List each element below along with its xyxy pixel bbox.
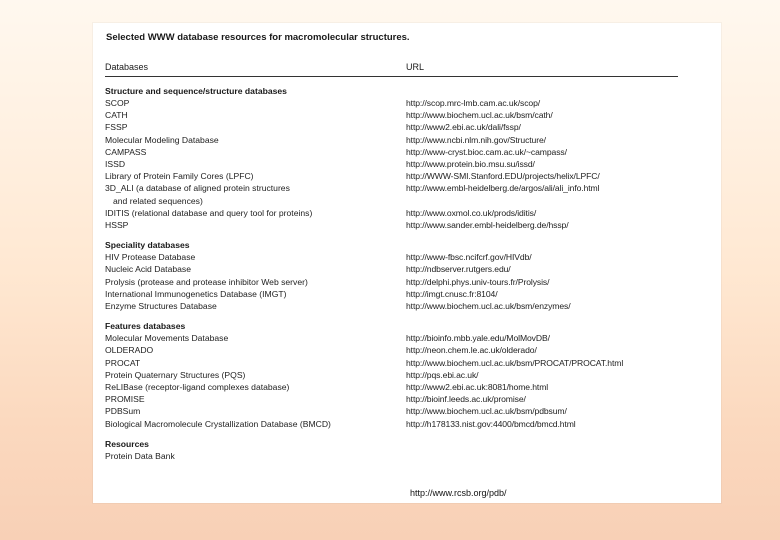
header-divider — [105, 76, 678, 77]
database-name: OLDERADO — [105, 345, 154, 356]
database-name: CATH — [105, 110, 128, 121]
table-section — [105, 438, 705, 462]
section-heading: Structure and sequence/structure databases — [105, 86, 287, 96]
table-row — [105, 134, 705, 146]
database-name: Protein Quaternary Structures (PQS) — [105, 369, 246, 380]
table-row — [105, 109, 705, 121]
database-name: HSSP — [105, 220, 129, 231]
database-url-link[interactable]: http://www.sander.embl-heidelberg.de/hssp/ — [406, 220, 569, 231]
table-section — [105, 85, 705, 231]
database-name: International Immunogenetics Database (IMGT) — [105, 288, 287, 299]
table-row — [105, 276, 705, 288]
table-row — [105, 182, 705, 206]
table-row — [105, 393, 705, 405]
database-url-link[interactable]: http://www.biochem.ucl.ac.uk/bsm/cath/ — [406, 110, 553, 121]
database-url-link[interactable]: http://www.biochem.ucl.ac.uk/bsm/enzymes/ — [406, 301, 571, 312]
database-url-link[interactable]: http://pqs.ebi.ac.uk/ — [406, 369, 479, 380]
database-name: Biological Macromolecule Crystallization Database (BMCD) — [105, 418, 331, 429]
table-section — [105, 320, 705, 430]
table-row — [105, 219, 705, 231]
database-url-link[interactable]: http://www2.ebi.ac.uk:8081/home.html — [406, 382, 549, 393]
database-name: ReLIBase (receptor-ligand complexes database) — [105, 382, 290, 393]
table-section — [105, 239, 705, 312]
table-row — [105, 288, 705, 300]
database-name: FSSP — [105, 122, 128, 133]
database-url-link[interactable]: http://www-cryst.bioc.cam.ac.uk/~campass/ — [406, 146, 567, 157]
table-row — [105, 300, 705, 312]
database-url-link[interactable]: http://WWW-SMI.Stanford.EDU/projects/helix/LPFC/ — [406, 171, 600, 182]
database-url-link[interactable]: http://bioinfo.mbb.yale.edu/MolMovDB/ — [406, 333, 550, 344]
table-row — [105, 158, 705, 170]
database-name: PROMISE — [105, 394, 145, 405]
table-row — [105, 369, 705, 381]
database-name: PROCAT — [105, 357, 141, 368]
table-row — [105, 146, 705, 158]
table-row — [105, 97, 705, 109]
table-row — [105, 251, 705, 263]
column-header-url: URL — [406, 62, 425, 72]
database-name: CAMPASS — [105, 146, 147, 157]
database-url-link[interactable]: http://scop.mrc-lmb.cam.ac.uk/scop/ — [406, 98, 541, 108]
table-row — [105, 170, 705, 182]
section-heading: Resources — [105, 438, 149, 449]
database-url-link[interactable]: http://www.biochem.ucl.ac.uk/bsm/pdbsum/ — [406, 406, 567, 417]
table-row — [105, 418, 705, 430]
database-url-link[interactable]: http://neon.chem.le.ac.uk/olderado/ — [406, 345, 537, 356]
database-url-link[interactable]: http://www.ncbi.nlm.nih.gov/Structure/ — [406, 134, 546, 145]
table-row — [105, 263, 705, 275]
database-name: Library of Protein Family Cores (LPFC) — [105, 171, 254, 182]
database-table — [105, 85, 705, 470]
database-name: IDITIS (relational database and query tool for proteins) — [105, 207, 313, 218]
database-name: SCOP — [105, 98, 130, 108]
table-row — [105, 450, 705, 462]
database-url-link[interactable]: http://www.protein.bio.msu.su/issd/ — [406, 159, 535, 170]
database-name: Protein Data Bank — [105, 450, 175, 461]
database-url-link[interactable]: http://bioinf.leeds.ac.uk/promise/ — [406, 394, 526, 405]
database-name: Enzyme Structures Database — [105, 301, 217, 312]
section-heading: Features databases — [105, 321, 186, 332]
table-row — [105, 357, 705, 369]
section-heading: Speciality databases — [105, 240, 190, 251]
document-page — [93, 23, 721, 503]
table-row — [105, 381, 705, 393]
table-title: Selected WWW database resources for macromolecular structures. — [106, 32, 410, 43]
database-name: Prolysis (protease and protease inhibitor Web server) — [105, 276, 308, 287]
database-name: HIV Protease Database — [105, 252, 196, 263]
database-name: Nucleic Acid Database — [105, 264, 191, 275]
database-url-link[interactable]: http://www.oxmol.co.uk/prods/iditis/ — [406, 207, 537, 218]
database-name-continued: and related sequences) — [113, 195, 203, 206]
database-name: PDBSum — [105, 406, 141, 417]
database-url-link[interactable]: http://delphi.phys.univ-tours.fr/Prolysis/ — [406, 276, 550, 287]
database-name: 3D_ALI (a database of aligned protein structures — [105, 183, 290, 194]
database-name: Molecular Movements Database — [105, 333, 229, 344]
pdb-url-link[interactable]: http://www.rcsb.org/pdb/ — [410, 488, 507, 498]
table-row — [105, 332, 705, 344]
database-url-link[interactable]: http://ndbserver.rutgers.edu/ — [406, 264, 511, 275]
database-url-link[interactable]: http://www-fbsc.ncifcrf.gov/HIVdb/ — [406, 252, 532, 263]
database-url-link[interactable]: http://www.biochem.ucl.ac.uk/bsm/PROCAT/PROCAT.html — [406, 357, 624, 368]
database-url-link[interactable]: http://www.embl-heidelberg.de/argos/ali/ali_info.html — [406, 183, 600, 194]
table-row — [105, 344, 705, 356]
column-header-databases: Databases — [105, 62, 149, 72]
database-url-link[interactable]: http://h178133.nist.gov:4400/bmcd/bmcd.html — [406, 418, 576, 429]
database-url-link[interactable]: http://imgt.cnusc.fr:8104/ — [406, 288, 498, 299]
database-name: ISSD — [105, 159, 126, 170]
table-row — [105, 207, 705, 219]
table-row — [105, 405, 705, 417]
database-url-link[interactable]: http://www2.ebi.ac.uk/dali/fssp/ — [406, 122, 521, 133]
table-row — [105, 121, 705, 133]
database-name: Molecular Modeling Database — [105, 134, 219, 145]
